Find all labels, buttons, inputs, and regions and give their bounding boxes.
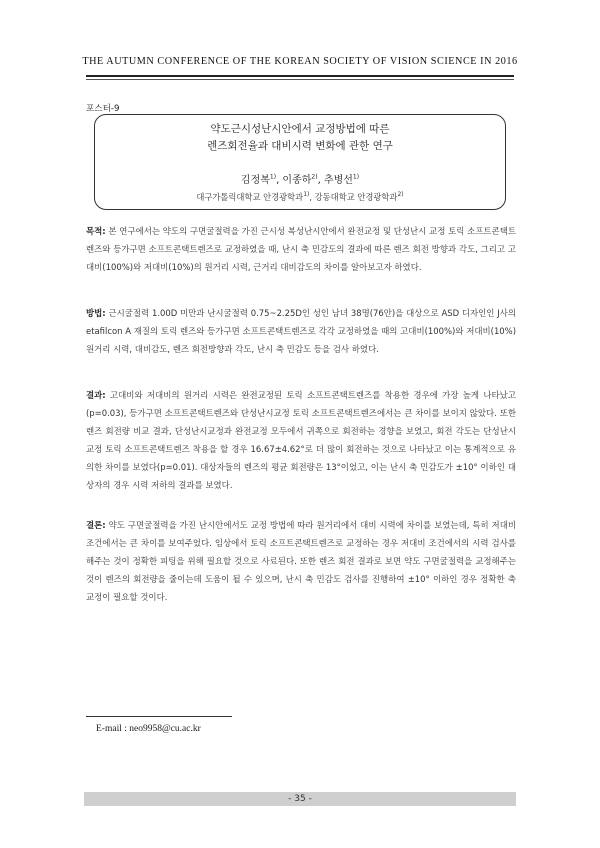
results-section (86, 386, 516, 494)
page-number: - 35 - (288, 794, 312, 804)
title-line-1: 약도근시성난시안에서 교정방법에 따른 (210, 123, 390, 135)
affiliation-name: 강동대학교 안경광학과 (314, 192, 398, 202)
header-divider-thick (86, 75, 514, 77)
author-separator: , (276, 175, 283, 186)
author-name: 김정복 (240, 175, 270, 186)
author-separator: , (317, 175, 324, 186)
section-body: 고대비와 저대비의 원거리 시력은 완전교정된 토릭 소프트콘택트렌즈를 착용한 경우에 가장 높게 나타났고(p=0.03), 등가구면 소프트콘택트렌즈와 단성난시교정 토릭 소프트콘택트렌즈에서는 큰 차이를 보이지 않았다. 또한 렌즈 회전량 비교 결과, 단성난시교정과 완전교정 모두에서 귀쪽으로 회전하는 경향을 보였고, 회전 각도는 단성난시교정 토릭 소프트콘택트렌즈 착용을 할 경우 16.67±4.62°로 더 많이 회전하는 것으로 나타났고 이는 통계적으로 유의한 차이를 보였다(p=0.01). 대상자들의 렌즈의 평균 회전량은 13°이었고, 이는 난시 축 민감도가 ±10° 이하인 대상자의 경우 시력 저하의 결과를 보였다. (86, 390, 516, 490)
author-name: 추병선 (323, 175, 353, 186)
page-number-bar (84, 792, 516, 806)
author-name: 이종하 (282, 175, 312, 186)
affiliation-separator: , (309, 192, 315, 202)
conclusion-section (86, 516, 516, 606)
conference-header: THE AUTUMN CONFERENCE OF THE KOREAN SOCIETY OF VISION SCIENCE IN 2016 (82, 56, 518, 67)
email-footnote: E-mail : neo9958@cu.ac.kr (96, 724, 201, 734)
author-list (95, 171, 505, 186)
header-divider-thin (86, 79, 514, 80)
section-label: 목적: (86, 226, 106, 236)
purpose-section (86, 222, 516, 276)
section-label: 방법: (86, 308, 106, 318)
affiliation-mark: 1) (303, 191, 310, 199)
author-affiliation-mark: 2) (311, 173, 318, 181)
section-body: 본 연구에서는 약도의 구면굴절력을 가진 근시성 복성난시안에서 완전교정 및 단성난시 교정 토릭 소프트콘택트렌즈와 등가구면 소프트콘택트렌즈로 교정하였을 때, 난시 축 민감도의 결과에 따른 렌즈 회전 방향과 각도, 그리고 고대비(100%)와 저대비(10%)의 원거리 시력, 근거리 대비감도의 차이를 알아보고자 하였다. (86, 226, 517, 272)
affiliation-mark: 2) (397, 191, 404, 199)
section-label: 결론: (86, 520, 106, 530)
section-body: 근시굴절력 1.00D 미만과 난시굴절력 0.75~2.25D인 성인 남녀 38명(76안)을 대상으로 ASD 디자인인 J사의 etafilcon A 재질의 토릭 렌즈와 등가구면 소프트콘택트렌즈로 각각 교정하였을 때의 고대비(100%)와 저대비(10%) 원거리 시력, 대비감도, 렌즈 회전방향과 각도, 난시 축 민감도 등을 검사 하였다. (86, 308, 517, 354)
section-body: 약도 구면굴절력을 가진 난시안에서도 교정 방법에 따라 원거리에서 대비 시력에 차이를 보였는데, 특히 저대비 조건에서는 큰 차이를 보여주었다. 임상에서 토릭 소프트콘택트렌즈로 교정하는 경우 저대비 조건에서의 시력 검사를 해주는 것이 정확한 피팅을 위해 필요할 것으로 사료된다. 또한 렌즈 회전 결과로 보면 약도 구면굴절력을 교정해주는 것이 렌즈의 회전량을 줄이는데 도움이 될 수 있으며, 난시 축 민감도 검사를 진행하여 ±10° 이하인 경우 정확한 축 교정이 필요할 것이다. (86, 520, 516, 602)
methods-section (86, 304, 516, 358)
title-line-2: 렌즈회전율과 대비시력 변화에 관한 연구 (207, 140, 393, 152)
title-box (94, 114, 506, 210)
author-affiliation-mark: 1) (352, 173, 360, 181)
section-label: 결과: (86, 390, 106, 400)
poster-label: 포스터-9 (86, 104, 120, 114)
footnote-divider (86, 716, 232, 717)
affiliation-name: 대구가톨릭대학교 안경광학과 (196, 192, 304, 202)
author-affiliation-mark: 1) (269, 173, 277, 181)
affiliation-list (95, 191, 505, 203)
